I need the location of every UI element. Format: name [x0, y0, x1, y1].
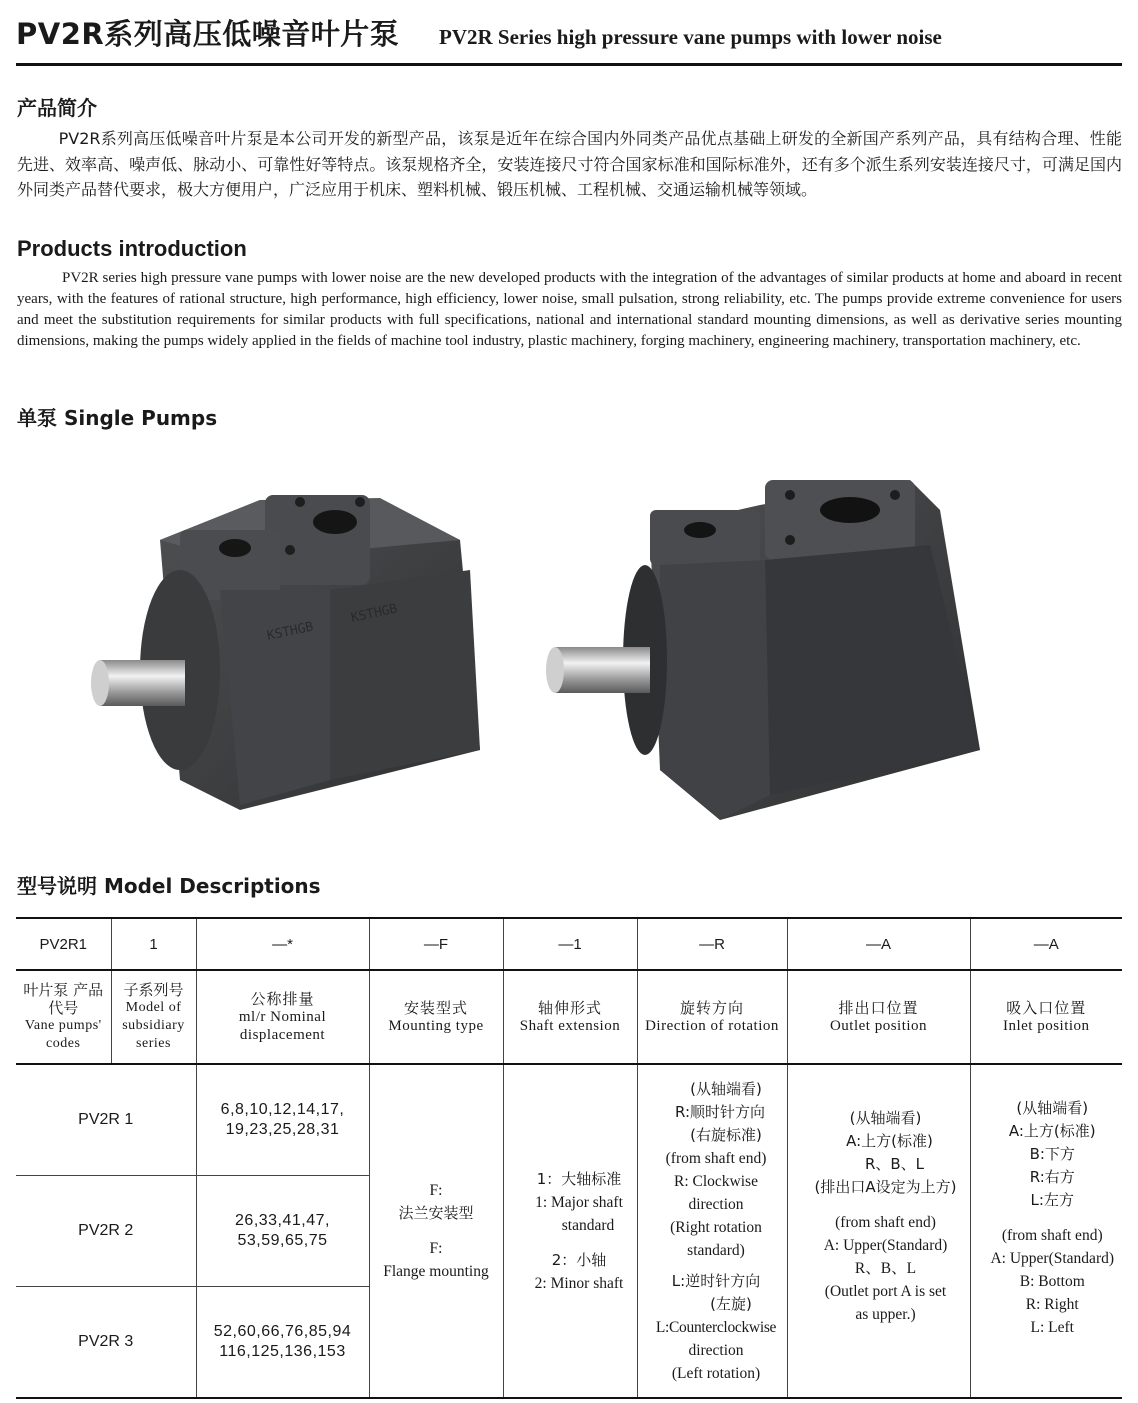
header-row — [16, 970, 1122, 1064]
rotation-line: (Right rotation — [670, 1218, 762, 1236]
rotation-line: (右旋标准) — [690, 1125, 762, 1144]
rotation-line: L:逆时针方向 — [671, 1271, 761, 1290]
code-cell: —1 — [503, 918, 637, 970]
outlet-line: A:上方(标准) — [846, 1132, 933, 1150]
pump-photo-left — [91, 495, 480, 810]
header-en: Mounting type — [388, 1018, 484, 1034]
outlet-line: (from shaft end) — [835, 1214, 936, 1231]
intro-cn-text: PV2R系列高压低噪音叶片泵是本公司开发的新型产品，该泵是近年在综合国内外同类产品优点基础上研发的全新国产系列产品，具有结构合理、性能先进、效率高、噪声低、脉动小、可靠性好等特点。该泵规格齐全，安装连接尺寸符合国家标准和国际标准外，还有多个派生系列安装连接尺寸，可满足国内外同类产品替代要求，极大方便用户，广泛应用于机床、塑料机械、锻压机械、工程机械、交通运输机械等领域。 — [17, 129, 1122, 199]
outlet-line: R、B、L — [864, 1155, 925, 1173]
model-descriptions-heading: 型号说明 Model Descriptions — [17, 874, 321, 898]
outlet-line: (Outlet port A is set — [824, 1283, 947, 1300]
header-cell — [503, 970, 637, 1064]
rotation-line: standard) — [687, 1241, 745, 1259]
header-cell — [970, 970, 1122, 1064]
mounting-cell — [369, 1064, 503, 1398]
rotation-line: direction — [688, 1341, 744, 1359]
mounting-line: Flange mounting — [383, 1263, 489, 1280]
code-cell: PV2R1 — [16, 918, 111, 970]
outlet-line: (从轴端看) — [849, 1109, 922, 1127]
inlet-line: A:上方(标准) — [1008, 1122, 1096, 1140]
intro-en-heading: Products introduction — [17, 236, 247, 261]
inlet-line: (从轴端看) — [1016, 1099, 1089, 1117]
title-cn: PV2R系列高压低噪音叶片泵 — [16, 17, 400, 51]
intro-en-text: PV2R series high pressure vane pumps with lower noise are the new developed products with the integration of the advantages of similar products at home and aboard in recent years, with the features of rational structure, high performance, high efficiency, lower noise, small pulsation, strong reliability, etc. The pumps provide extreme convenience for users and meet the substitution requirements for similar products with full specifications, national and international standard mounting dimensions, as well as derivative series mounting dimensions, making the pumps widely applied in the fields of machine tool industry, plastic machinery, forging machinery, engineering machinery, transportation machinery, etc. — [17, 270, 1122, 349]
header-en: Vane pumps' codes — [24, 1018, 102, 1051]
inlet-line: R: Right — [1025, 1296, 1079, 1313]
header-en: ml/r Nominal displacement — [238, 1009, 327, 1043]
displacement-line: 19,23,25,28,31 — [225, 1121, 340, 1138]
casting-mark-left: KSTHGB — [265, 619, 315, 644]
header-cell — [111, 970, 196, 1064]
header-en: Inlet position — [1002, 1018, 1090, 1034]
mounting-line: F: — [429, 1240, 443, 1257]
header-en: Outlet position — [829, 1018, 928, 1034]
shaft-line: 1：大轴标准 — [536, 1169, 622, 1188]
rotation-line: L:Counterclockwise — [655, 1318, 777, 1336]
rotation-line: (from shaft end) — [665, 1149, 767, 1167]
title-en: PV2R Series high pressure vane pumps with lower noise — [439, 25, 942, 49]
inlet-line: L: Left — [1030, 1319, 1074, 1336]
code-cell: 1 — [111, 918, 196, 970]
header-cn: 排出口位置 — [838, 999, 919, 1017]
displacement-cell — [196, 1287, 369, 1399]
pump-photos — [60, 450, 1100, 840]
shaft-line: 2：小轴 — [551, 1250, 607, 1269]
displacement-line: 6,8,10,12,14,17, — [220, 1101, 345, 1118]
mounting-line: F: — [429, 1182, 443, 1199]
casting-mark-left-2: KSTHGB — [349, 601, 399, 626]
code-cell: —R — [637, 918, 787, 970]
header-cell — [196, 970, 369, 1064]
rotation-line: (从轴端看) — [690, 1079, 762, 1098]
series-name: PV2R 2 — [16, 1176, 196, 1287]
rotation-line: direction — [688, 1195, 744, 1213]
header-cn: 旋转方向 — [679, 999, 744, 1017]
displacement-cell — [196, 1176, 369, 1287]
inlet-line: B:下方 — [1029, 1145, 1075, 1163]
outlet-line: A: Upper(Standard) — [823, 1237, 948, 1254]
rotation-line: R:顺时针方向 — [674, 1102, 765, 1121]
header-cn: 叶片泵 产品代号 — [23, 981, 104, 1017]
header-cell — [16, 970, 111, 1064]
header-en: Direction of rotation — [645, 1018, 779, 1034]
rotation-line: (左旋) — [710, 1294, 752, 1313]
pump-photo-right — [546, 480, 980, 820]
inlet-line: A: Upper(Standard) — [990, 1250, 1115, 1267]
header-cn: 轴伸形式 — [537, 999, 602, 1017]
header-cn: 吸入口位置 — [1006, 999, 1087, 1017]
series-name: PV2R 3 — [16, 1287, 196, 1399]
code-cell: —A — [970, 918, 1122, 970]
code-cell: —F — [369, 918, 503, 970]
table-row — [16, 1064, 1122, 1176]
header-en: Shaft extension — [519, 1018, 621, 1034]
displacement-line: 52,60,66,76,85,94 — [213, 1323, 352, 1340]
header-cn: 安装型式 — [403, 999, 468, 1017]
displacement-line: 53,59,65,75 — [237, 1232, 328, 1249]
outlet-line: R、B、L — [854, 1260, 917, 1277]
page-header — [16, 8, 1122, 60]
displacement-line: 116,125,136,153 — [219, 1343, 346, 1360]
header-cell — [787, 970, 970, 1064]
header-en: Model of subsidiary series — [122, 1000, 185, 1051]
rotation-line: R: Clockwise — [674, 1172, 758, 1190]
header-rule — [16, 63, 1122, 66]
model-descriptions-table — [16, 917, 1122, 1399]
shaft-line: 1: Major shaft — [535, 1193, 623, 1211]
shaft-line: standard — [561, 1216, 615, 1234]
inlet-line: (from shaft end) — [1001, 1227, 1103, 1244]
code-row — [16, 918, 1122, 970]
header-cn: 子系列号 — [123, 981, 184, 999]
outlet-cell — [787, 1064, 970, 1398]
inlet-cell — [970, 1064, 1122, 1398]
inlet-line: B: Bottom — [1019, 1273, 1085, 1290]
header-cn: 公称排量 — [250, 990, 315, 1008]
shaft-line: 2: Minor shaft — [534, 1274, 624, 1292]
inlet-line: R:右方 — [1029, 1168, 1075, 1186]
header-cell — [369, 970, 503, 1064]
displacement-line: 26,33,41,47, — [235, 1212, 330, 1229]
rotation-line: (Left rotation) — [671, 1364, 761, 1382]
rotation-cell — [637, 1064, 787, 1398]
shaft-cell — [503, 1064, 637, 1398]
inlet-line: L:左方 — [1030, 1191, 1074, 1209]
outlet-line: as upper.) — [855, 1306, 916, 1323]
displacement-cell — [196, 1064, 369, 1176]
mounting-line: 法兰安装型 — [398, 1204, 474, 1222]
outlet-line: (排出口A设定为上方) — [814, 1178, 957, 1196]
series-name: PV2R 1 — [16, 1064, 196, 1176]
intro-cn-heading: 产品简介 — [17, 96, 97, 120]
code-cell: —* — [196, 918, 369, 970]
single-pumps-heading: 单泵 Single Pumps — [17, 406, 218, 430]
code-cell: —A — [787, 918, 970, 970]
header-cell — [637, 970, 787, 1064]
